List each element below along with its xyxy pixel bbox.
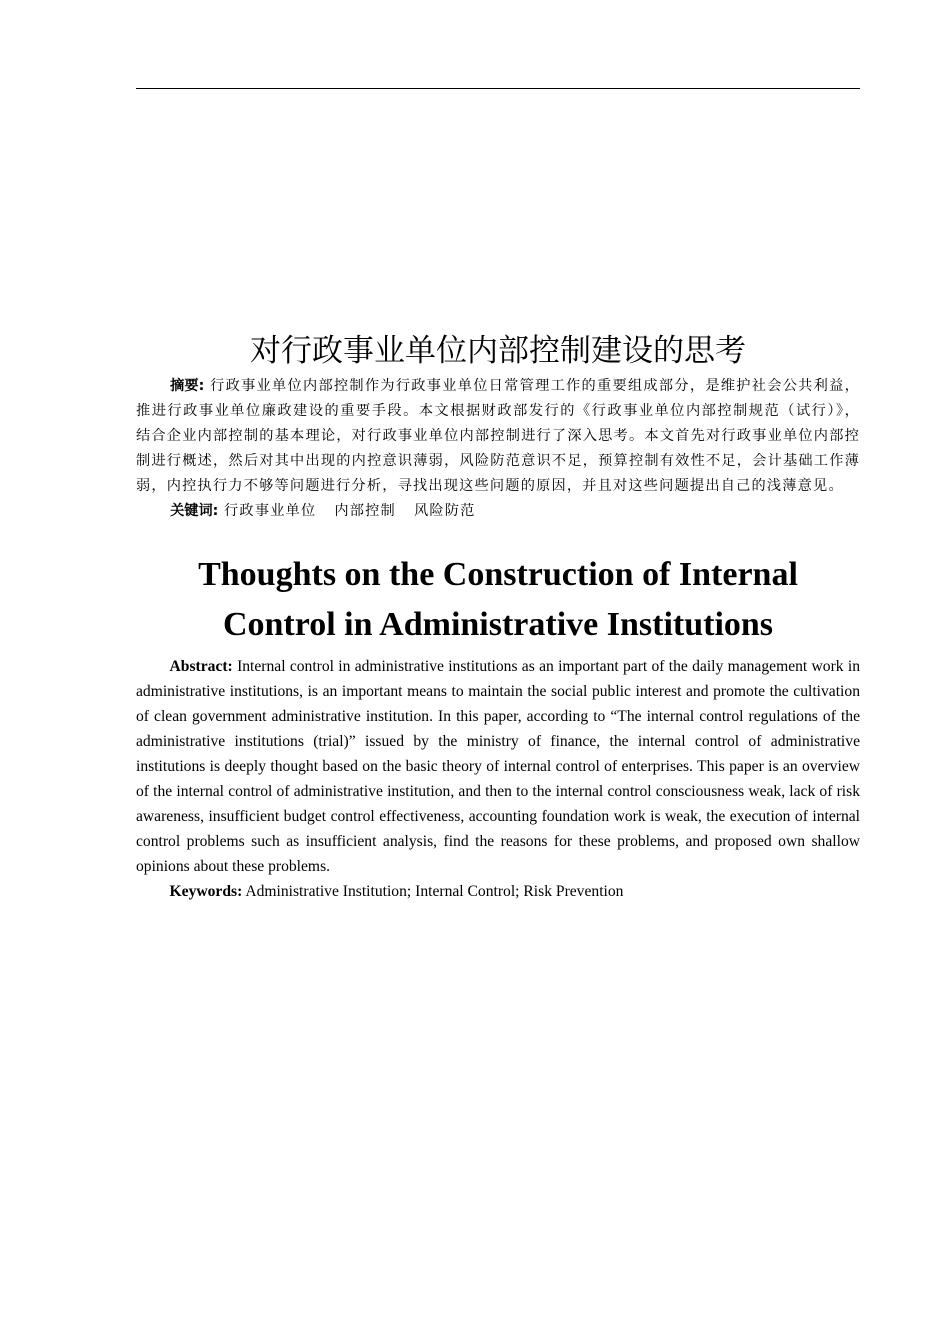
chinese-keywords bbox=[136, 499, 860, 524]
document-body bbox=[136, 330, 860, 904]
chinese-keyword-2: 内部控制 bbox=[334, 503, 396, 519]
chinese-abstract-label: 摘要: bbox=[170, 378, 205, 394]
english-abstract-label: Abstract: bbox=[169, 658, 233, 675]
chinese-abstract bbox=[136, 374, 860, 499]
chinese-title: 对行政事业单位内部控制建设的思考 bbox=[250, 333, 746, 369]
chinese-keyword-3: 风险防范 bbox=[413, 503, 476, 519]
english-title-line-1: Thoughts on the Construction of Internal bbox=[198, 556, 798, 593]
english-keywords-text: Administrative Institution; Internal Control; Risk Prevention bbox=[245, 883, 624, 900]
english-abstract bbox=[136, 654, 860, 879]
english-title bbox=[136, 550, 860, 650]
chinese-abstract-text: 行政事业单位内部控制作为行政事业单位日常管理工作的重要组成部分，是维护社会公共利益，推进行政事业单位廉政建设的重要手段。本文根据财政部发行的《行政事业单位内部控制规范（试行）》，结合企业内部控制的基本理论，对行政事业单位内部控制进行了深入思考。本文首先对行政事业单位内部控制进行概述，然后对其中出现的内控意识薄弱，风险防范意识不足，预算控制有效性不足，会计基础工作薄弱，内控执行力不够等问题进行分析，寻找出现这些问题的原因，并且对这些问题提出自己的浅薄意见。 bbox=[136, 378, 860, 494]
chinese-keyword-1: 行政事业单位 bbox=[224, 503, 317, 519]
chinese-keywords-label: 关键词: bbox=[170, 503, 219, 519]
english-abstract-text: Internal control in administrative institutions as an important part of the daily management work in administrative institutions, is an important means to maintain the social public interest and promote the cultivation of clean government administrative institution. In this paper, according to “The internal control regulations of the administrative institutions (trial)” issued by the ministry of finance, the internal control of administrative institutions is deeply thought based on the basic theory of internal control of enterprises. This paper is an overview of the internal control of administrative institution, and then to the internal control consciousness weak, lack of risk awareness, insufficient budget control effectiveness, accounting foundation work is weak, the execution of internal control problems such as insufficient analysis, find the reasons for these problems, and proposed own shallow opinions about these problems. bbox=[136, 658, 860, 875]
english-keywords-label: Keywords: bbox=[169, 883, 243, 900]
english-keywords bbox=[136, 879, 860, 904]
english-title-line-2: Control in Administrative Institutions bbox=[222, 606, 774, 643]
header-rule bbox=[136, 88, 860, 89]
